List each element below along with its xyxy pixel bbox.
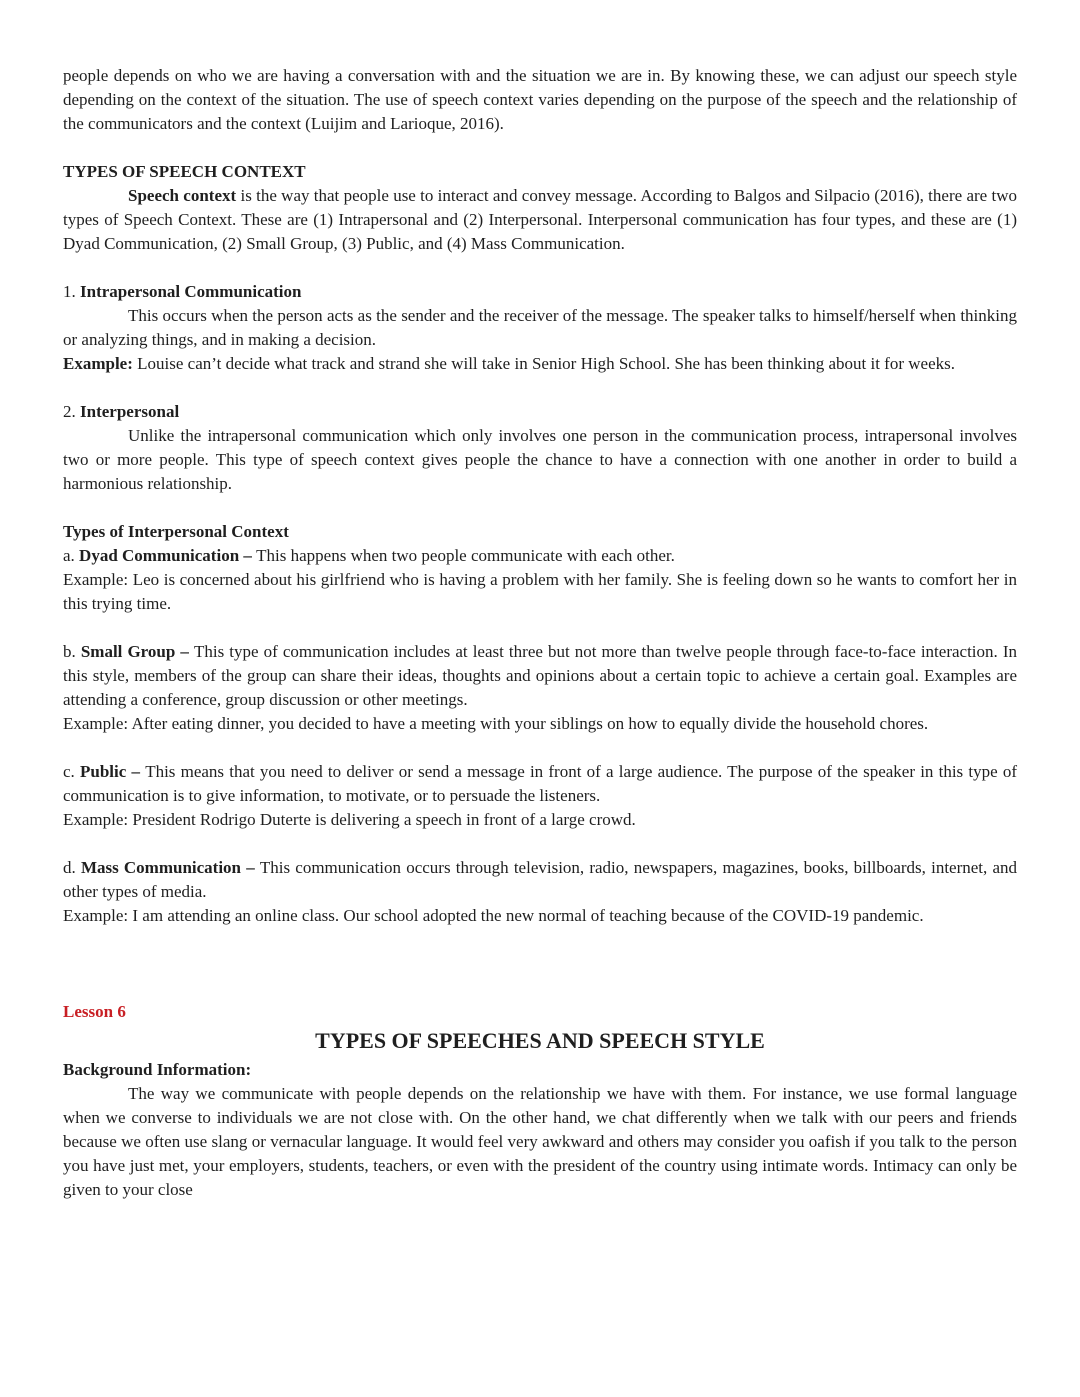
heading-types-of-interpersonal-context — [63, 520, 1017, 544]
public-definition — [63, 760, 1017, 808]
small-group-definition — [63, 640, 1017, 712]
spacer — [63, 376, 1017, 400]
dyad-definition — [63, 544, 1017, 568]
spacer — [63, 256, 1017, 280]
heading-types-of-speech-context-run-0: TYPES OF SPEECH CONTEXT — [63, 162, 306, 181]
intrapersonal-example-run-0: Example: — [63, 354, 133, 373]
mass-communication-definition — [63, 856, 1017, 904]
dyad-definition-run-0: a. — [63, 546, 80, 565]
spacer — [63, 136, 1017, 160]
heading-interpersonal — [63, 400, 1017, 424]
document-body — [63, 64, 1017, 1202]
intrapersonal-paragraph — [63, 304, 1017, 352]
intrapersonal-example-run-1: Louise can’t decide what track and strand she will take in Senior High School. She has been thinking about it for weeks. — [132, 354, 955, 373]
heading-intrapersonal-communication-run-1: Intrapersonal Communication — [80, 282, 302, 301]
mass-communication-example — [63, 904, 1017, 928]
heading-background-information — [63, 1058, 1017, 1082]
dyad-definition-run-1: Dyad Communication – — [79, 546, 257, 565]
mass-communication-definition-run-2: This communication occurs through television, radio, newspapers, magazines, books, billboards, internet, and other types of media. — [63, 858, 1017, 901]
intrapersonal-example — [63, 352, 1017, 376]
mass-communication-example-run-0: Example: I am attending an online class. Our school adopted the new normal of teaching because of the COVID-19 pandemic. — [63, 906, 924, 925]
interpersonal-paragraph-run-0: Unlike the intrapersonal communication which only involves one person in the communication process, intrapersonal involves two or more people. This type of speech context gives people the chance to have a connection with one another in order to build a harmonious relationship. — [63, 426, 1017, 493]
dyad-example — [63, 568, 1017, 616]
heading-types-of-interpersonal-context-run-0: Types of Interpersonal Context — [63, 522, 289, 541]
heading-interpersonal-run-0: 2. — [63, 402, 80, 421]
public-definition-run-1: Public – — [80, 762, 146, 781]
small-group-example — [63, 712, 1017, 736]
mass-communication-definition-run-1: Mass Communication – — [80, 858, 260, 877]
heading-intrapersonal-communication-run-0: 1. — [63, 282, 80, 301]
spacer — [63, 832, 1017, 856]
spacer — [63, 736, 1017, 760]
spacer — [63, 616, 1017, 640]
spacer — [63, 496, 1017, 520]
public-definition-run-0: c. — [63, 762, 80, 781]
small-group-definition-run-2: This type of communication includes at least three but not more than twelve people through face-to-face interaction. In this style, members of the group can share their ideas, thoughts and opinions about a certain topic to achieve a certain goal. Examples are attending a conference, group discussion or other meetings. — [63, 642, 1017, 709]
spacer — [63, 928, 1017, 1000]
dyad-definition-run-2: This happens when two people communicate with each other. — [256, 546, 675, 565]
intrapersonal-paragraph-run-0: This occurs when the person acts as the sender and the receiver of the message. The speaker talks to himself/herself when thinking or analyzing things, and in making a decision. — [63, 306, 1017, 349]
heading-background-information-run-0: Background Information: — [63, 1060, 252, 1079]
heading-types-of-speech-context — [63, 160, 1017, 184]
small-group-example-run-0: Example: After eating dinner, you decided to have a meeting with your siblings on how to equally divide the household chores. — [63, 714, 929, 733]
mass-communication-definition-run-0: d. — [63, 858, 81, 877]
speech-context-paragraph — [63, 184, 1017, 256]
dyad-example-run-0: Example: Leo is concerned about his girlfriend who is having a problem with her family. She is feeling down so he wants to comfort her in this trying time. — [63, 570, 1017, 613]
speech-context-paragraph-run-1: is the way that people use to interact and convey message. According to Balgos and Silpacio (2016), there are two types of Speech Context. These are (1) Intrapersonal and (2) Interpersonal. Interpersonal communication has four types, and these are (1) Dyad Communication, (2) Small Group, (3) Public, and (4) Mass Communication. — [63, 186, 1017, 253]
lesson-title — [63, 1024, 1017, 1058]
lesson-label — [63, 1000, 1017, 1024]
heading-intrapersonal-communication — [63, 280, 1017, 304]
continuation-paragraph-run-0: people depends on who we are having a conversation with and the situation we are in. By knowing these, we can adjust our speech style depending on the context of the situation. The use of speech context varies depending on the purpose of the speech and the relationship of the communicators and the context (Luijim and Larioque, 2016). — [63, 66, 1017, 133]
background-paragraph — [63, 1082, 1017, 1202]
background-paragraph-run-0: The way we communicate with people depends on the relationship we have with them. For instance, we use formal language when we converse to individuals we are not close with. On the other hand, we chat differently when we talk with our peers and friends because we often use slang or vernacular language. It would feel very awkward and others may consider you oafish if you talk to the person you have just met, your employers, students, teachers, or even with the president of the country using intimate words. Intimacy can only be given to your close — [63, 1084, 1017, 1199]
interpersonal-paragraph — [63, 424, 1017, 496]
small-group-definition-run-0: b. — [63, 642, 81, 661]
small-group-definition-run-1: Small Group – — [80, 642, 194, 661]
public-example — [63, 808, 1017, 832]
public-example-run-0: Example: President Rodrigo Duterte is delivering a speech in front of a large crowd. — [63, 810, 636, 829]
continuation-paragraph — [63, 64, 1017, 136]
lesson-label-run-0: Lesson 6 — [63, 1002, 126, 1021]
public-definition-run-2: This means that you need to deliver or send a message in front of a large audience. The purpose of the speaker in this type of communication is to give information, to motivate, or to persuade the listeners. — [63, 762, 1017, 805]
speech-context-paragraph-run-0: Speech context — [128, 186, 237, 205]
lesson-title-run-0: TYPES OF SPEECHES AND SPEECH STYLE — [315, 1028, 765, 1053]
heading-interpersonal-run-1: Interpersonal — [80, 402, 180, 421]
